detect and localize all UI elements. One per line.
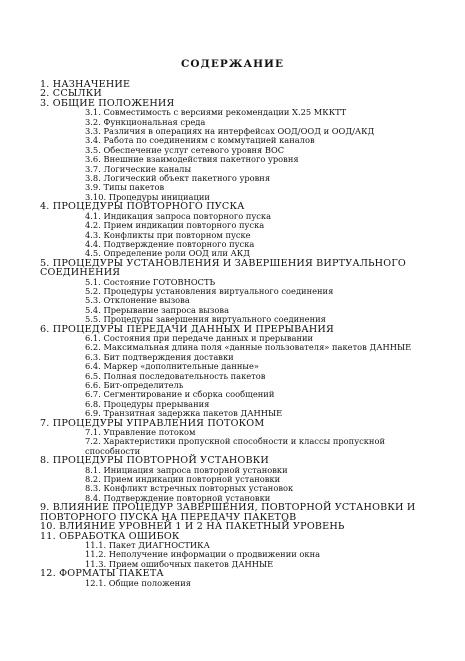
- toc-section-entry: 9. ВЛИЯНИЕ ПРОЦЕДУР ЗАВЕРШЕНИЯ, ПОВТОРНОЙ УСТАНОВКИ И ПОВТОРНОГО ПУСКА НА ПЕРЕДАЧУ ПАКЕТОВ: [40, 502, 416, 523]
- toc-subsection-entry: 6.2. Максимальная длина поля «данные пользователя» пакетов ДАННЫЕ: [85, 342, 412, 353]
- toc-section-entry: 8. ПРОЦЕДУРЫ ПОВТОРНОЙ УСТАНОВКИ: [40, 455, 269, 467]
- table-of-contents: [40, 80, 440, 588]
- toc-subsection-entry: 7.2. Характеристики пропускной способности и классы пропускной способности: [85, 436, 385, 456]
- toc-section-entry: 1. НАЗНАЧЕНИЕ: [40, 79, 131, 90]
- toc-subsection-entry: 4.5. Определение роли ООД или АКД: [85, 248, 250, 259]
- toc-subsection-entry: 11.1. Пакет ДИАГНОСТИКА: [85, 539, 210, 550]
- toc-section-entry: 3. ОБЩИЕ ПОЛОЖЕНИЯ: [40, 97, 175, 109]
- toc-subsection-entry: 6.1. Состояния при передаче данных и прерывании: [85, 332, 314, 343]
- toc-subsection-entry: 4.3. Конфликты при повторном пуске: [85, 229, 251, 240]
- toc-subsection-entry: 6.3. Бит подтверждения доставки: [85, 351, 234, 362]
- toc-subsection-entry: 5.1. Состояние ГОТОВНОСТЬ: [85, 276, 216, 287]
- toc-subsection-entry: 3.7. Логические каналы: [85, 163, 192, 174]
- toc-subsection-entry: 5.4. Прерывание запроса вызова: [85, 304, 230, 315]
- toc-subsection-entry: 11.3. Прием ошибочных пакетов ДАННЫЕ: [85, 558, 274, 569]
- toc-subsection-entry: 3.9. Типы пакетов: [85, 182, 165, 193]
- toc-subsection-entry: 8.4. Подтверждение повторной установки: [85, 492, 271, 503]
- toc-subsection-entry: 3.1. Совместимость с версиями рекомендации X.25 МККТТ: [85, 107, 347, 118]
- toc-subsection-entry: 8.1. Инициация запроса повторной установки: [85, 464, 288, 475]
- toc-section-entry: 10. ВЛИЯНИЕ УРОВНЕЙ 1 И 2 НА ПАКЕТНЫЙ УРОВЕНЬ: [40, 521, 345, 533]
- toc-subsection-entry: 3.5. Обеспечение услуг сетевого уровня ВОС: [85, 144, 285, 155]
- toc-subsection-entry: 6.9. Транзитная задержка пакетов ДАННЫЕ: [85, 408, 283, 419]
- toc-section-entry: 5. ПРОЦЕДУРЫ УСТАНОВЛЕНИЯ И ЗАВЕРШЕНИЯ ВИРТУАЛЬНОГО СОЕДИНЕНИЯ: [40, 257, 406, 279]
- toc-section-entry: 7. ПРОЦЕДУРЫ УПРАВЛЕНИЯ ПОТОКОМ: [40, 417, 265, 429]
- toc-subsection-entry: 5.2. Процедуры установления виртуального соединения: [85, 285, 334, 296]
- toc-subsection-entry: 11.2. Неполучение информации о продвижении окна: [85, 549, 321, 560]
- toc-subsection-entry: 5.3. Отклонение вызова: [85, 295, 190, 306]
- toc-subsection-entry: 7.1. Управление потоком: [85, 427, 196, 438]
- toc-subsection-entry: 6.4. Маркер «дополнительные данные»: [85, 361, 259, 372]
- toc-subsection-entry: 4.4. Подтверждение повторного пуска: [85, 238, 255, 249]
- toc-subsection-entry: 3.10. Процедуры инициации: [85, 191, 210, 202]
- toc-subsection-entry: 3.2. Функциональная среда: [85, 116, 206, 127]
- toc-subsection-entry: 4.2. Прием индикации повторного пуска: [85, 220, 265, 231]
- toc-section-entry: 11. ОБРАБОТКА ОШИБОК: [40, 530, 180, 542]
- toc-subsection-entry: 6.7. Сегментирование и сборка сообщений: [85, 389, 275, 400]
- page-title: СОДЕРЖАНИЕ: [181, 58, 284, 70]
- toc-section-entry: 12. ФОРМАТЫ ПАКЕТА: [40, 568, 164, 580]
- toc-subsection-entry: 5.5. Процедуры завершения виртуального соединения: [85, 314, 326, 325]
- toc-subsection-entry: 6.8. Процедуры прерывания: [85, 398, 210, 409]
- toc-subsection-entry: 8.2. Прием индикации повторной установки: [85, 474, 281, 485]
- toc-subsection-entry: 12.1. Общие положения: [85, 577, 191, 588]
- toc-subsection-entry: 8.3. Конфликт встречных повторных установок: [85, 483, 294, 494]
- toc-subsection-entry: 3.6. Внешние взаимодействия пакетного уровня: [85, 154, 299, 165]
- toc-subsection-entry: 3.4. Работа по соединениям с коммутацией каналов: [85, 135, 315, 146]
- toc-subsection-entry: 4.1. Индикация запроса повторного пуска: [85, 210, 272, 221]
- toc-subsection-entry: 6.6. Бит-определитель: [85, 380, 184, 390]
- toc-section-entry: 4. ПРОЦЕДУРЫ ПОВТОРНОГО ПУСКА: [40, 201, 245, 213]
- toc-section-entry: 2. ССЫЛКИ: [40, 88, 102, 100]
- toc-subsection-entry: 6.5. Полная последовательность пакетов: [85, 370, 266, 381]
- toc-section-entry: 6. ПРОЦЕДУРЫ ПЕРЕДАЧИ ДАННЫХ И ПРЕРЫВАНИЯ: [40, 323, 334, 335]
- toc-subsection-entry: 3.8. Логический объект пакетного уровня: [85, 173, 271, 184]
- toc-subsection-entry: 3.3. Различия в операциях на интерфейсах ООД/ООД и ООД/АКД: [85, 126, 375, 137]
